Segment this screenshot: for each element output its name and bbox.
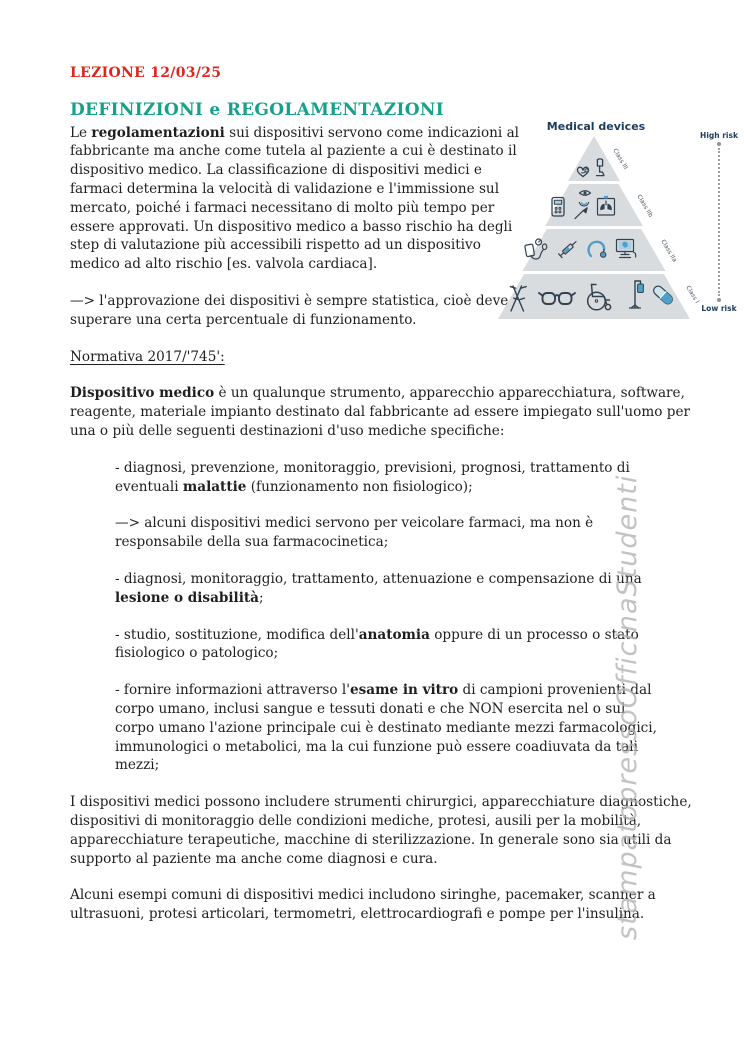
- list-item-text-rest: (funzionamento non fisiologico);: [246, 478, 473, 495]
- high-risk-label: High risk: [700, 131, 738, 140]
- risk-scale-top-dot: [717, 142, 721, 146]
- pyramid-tier-class-iii: [568, 136, 620, 181]
- list-item-text-rest: ;: [258, 589, 264, 606]
- list-item-bold-term: esame in vitro: [349, 682, 459, 699]
- arrow-note-1: —> l'approvazione dei dispositivi è sempre statistica, cioè deve superare una certa percentuale di funzionamento.: [70, 292, 509, 328]
- list-item-bold-term: lesione o disabilità: [115, 589, 259, 606]
- tier-label-class-i: Class I: [684, 284, 701, 305]
- tier-label-class-iia: Class IIa: [659, 238, 679, 264]
- list-item: [115, 681, 667, 775]
- low-risk-label: Low risk: [701, 304, 737, 313]
- tier-label-class-iib: Class IIb: [635, 193, 655, 219]
- normativa-heading: Normativa 2017/'745':: [70, 348, 225, 365]
- definition-text: è un qualunque strumento, apparecchio apparecchiatura, software, reagente, materiale impianto destinato dal fabbricante ad essere impiegato sull'uomo per una o più delle seguenti destinazioni d'uso mediche specifiche:: [70, 385, 690, 439]
- intro-text-rest: sui dispositivi servono come indicazioni al fabbricante ma anche come tutela al paziente a cui è destinato il dispositivo medico. La classificazione di dispositivi medici e farmaci determina la velocità di validazione e l'immissione sul mercato, poiché i farmaci necessitano di molto più tempo per essere approvati. Un dispositivo medico a basso rischio ha degli step di valutazione più accessibili rispetto ad un dispositivo medico ad alto rischio [es. valvola cardiaca].: [70, 124, 520, 273]
- risk-scale: [696, 131, 742, 313]
- list-item-text: - fornire informazioni attraverso l': [115, 682, 350, 699]
- section-title: DEFINIZIONI e REGOLAMENTAZIONI: [70, 99, 444, 120]
- risk-scale-bottom-dot: [717, 298, 721, 302]
- list-item: [115, 459, 667, 497]
- medical-devices-pyramid: [494, 136, 722, 322]
- watermark-text: stampatopressoOfficinaStudenti: [612, 474, 643, 940]
- list-item-text-rest: oppure di un processo o stato fisiologico o patologico;: [115, 626, 639, 662]
- risk-scale-dotted-line: [718, 148, 720, 296]
- tier-label-class-iii: Class III: [611, 147, 630, 171]
- list-item: [115, 570, 667, 608]
- lesson-title: LEZIONE 12/03/25: [70, 65, 222, 81]
- list-item-text-rest: di campioni provenienti dal corpo umano, inclusi sangue e tessuti donati e che NON esercita nel o sul corpo umano l'azione principale cui è destinato mediante mezzi farmacologici, immunologici o metabolici, ma la cui funzione può essere coadiuvata da tali mezzi;: [115, 682, 657, 774]
- list-item-bold-term: anatomia: [358, 626, 430, 643]
- closing-paragraph-2: Alcuni esempi comuni di dispositivi medici includono siringhe, pacemaker, scanner a ultrasuoni, protesi articolari, termometri, elettrocardiografi e pompe per l'insulina.: [70, 887, 656, 923]
- intro-text: Le: [70, 124, 92, 141]
- list-item-bold-term: malattie: [182, 478, 247, 495]
- list-item-text: - studio, sostituzione, modifica dell': [115, 626, 359, 643]
- definition-bold-term: Dispositivo medico: [70, 385, 215, 402]
- intro-paragraph: [70, 124, 534, 274]
- intro-bold-term: regolamentazioni: [91, 124, 225, 141]
- list-item-text: - diagnosi, monitoraggio, trattamento, attenuazione e compensazione di una: [115, 570, 642, 587]
- list-item: [115, 626, 667, 664]
- list-item-text: - diagnosi, prevenzione, monitoraggio, previsioni, prognosi, trattamento di eventuali: [115, 459, 630, 495]
- arrow-note-2: —> alcuni dispositivi medici servono per veicolare farmaci, ma non è responsabile della sua farmacocinetica;: [115, 515, 594, 551]
- pyramid-title: Medical devices: [546, 120, 646, 133]
- definition-paragraph: [70, 384, 696, 440]
- closing-paragraph-1: I dispositivi medici possono includere strumenti chirurgici, apparecchiature diagnostiche, dispositivi di monitoraggio delle condizioni mediche, protesi, ausili per la mobilità, apparecchiature terapeutiche, macchine di sterilizzazione. In generale sono sia utili da supporto al paziente ma anche come diagnosi e cura.: [70, 794, 692, 867]
- pyramid-tier-class-iib: [545, 184, 643, 226]
